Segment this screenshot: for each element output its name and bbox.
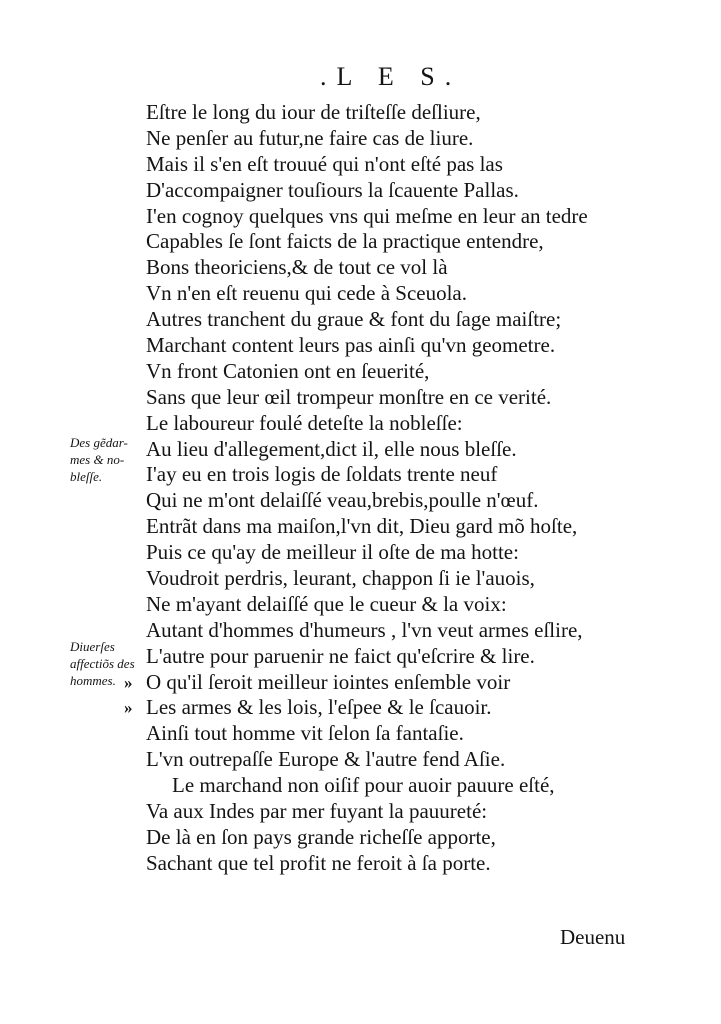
verse-line	[146, 281, 706, 307]
margin-note-line: hommes.	[70, 673, 116, 688]
verse-line	[146, 437, 706, 463]
verse-line-text: I'ay eu en trois logis de ſoldats trente neuf	[146, 462, 498, 487]
verse-line	[146, 333, 706, 359]
margin-note-gendarmes	[70, 434, 146, 485]
verse-line-text: Vn n'en eſt reuenu qui cede à Sceuola.	[146, 281, 467, 306]
verse-line	[146, 178, 706, 204]
margin-note-line: Des gẽdar-	[70, 435, 128, 450]
verse-line-text: Le laboureur foulé deteſte la nobleſſe:	[146, 410, 463, 435]
verse-line	[146, 126, 706, 152]
verse-line-text: L'autre pour paruenir ne faict qu'eſcrire & lire.	[146, 643, 535, 668]
margin-note-affections	[70, 638, 146, 689]
verse-line	[146, 411, 706, 437]
verse-line	[146, 721, 706, 747]
verse-line	[146, 307, 706, 333]
verse-line-text: Voudroit perdris, leurant, chappon ſi ie l'auois,	[146, 566, 535, 591]
verse-line	[146, 618, 706, 644]
verse-line	[146, 385, 706, 411]
verse-line	[124, 695, 706, 721]
verse-line-text: L'vn outrepaſſe Europe & l'autre fend Aſie.	[146, 747, 506, 772]
verse-line	[146, 644, 706, 670]
margin-note-line: affectiõs des	[70, 656, 135, 671]
verse-line-text: Le marchand non oiſif pour auoir pauure eſté,	[172, 773, 555, 798]
verse-line-text: Sachant que tel profit ne feroit à ſa porte.	[146, 850, 491, 875]
margin-note-line: bleſſe.	[70, 469, 103, 484]
verse-line	[146, 255, 706, 281]
verse-line-text: Bons theoriciens,& de tout ce vol là	[146, 255, 448, 280]
quotation-mark: »	[124, 672, 133, 692]
verse-line-text: Sans que leur œil trompeur monſtre en ce verité.	[146, 384, 552, 409]
verse-line-text: Qui ne m'ont delaiſſé veau,brebis,poulle n'œuf.	[146, 488, 539, 513]
verse-line	[146, 488, 706, 514]
verse-line-text: Eſtre le long du iour de triſteſſe deſliure,	[146, 100, 481, 124]
verse-line	[146, 462, 706, 488]
verse-line-text: Va aux Indes par mer fuyant la pauureté:	[146, 799, 488, 824]
verse-line-text: Autres tranchent du graue & font du ſage maiſtre;	[146, 307, 562, 332]
catchword: Deuenu	[560, 925, 626, 949]
verse-line-text: De là en ſon pays grande richeſſe apporte,	[146, 824, 496, 849]
verse-line	[146, 204, 706, 230]
verse-line	[146, 100, 706, 126]
verse-line-text: Mais il s'en eſt trouué qui n'ont eſté pas las	[146, 151, 503, 176]
verse-line-text: Capables ſe ſont faicts de la practique entendre,	[146, 229, 544, 254]
verse-line-text: D'accompaigner touſiours la ſcauente Pallas.	[146, 177, 519, 202]
verse-line-text: Ainſi tout homme vit ſelon ſa fantaſie.	[146, 721, 464, 746]
running-head: .L E S.	[320, 62, 462, 91]
verse-line-text: I'en cognoy quelques vns qui meſme en leur an tedre	[146, 203, 588, 228]
margin-note-line: Diuerſes	[70, 639, 115, 654]
verse-line-text: Entrãt dans ma maiſon,l'vn dit, Dieu gard mõ hoſte,	[146, 514, 578, 539]
verse-line-text: Autant d'hommes d'humeurs , l'vn veut armes eſlire,	[146, 617, 583, 642]
verse-line-text: Ne penſer au futur,ne faire cas de liure.	[146, 125, 474, 150]
quotation-mark: »	[124, 698, 133, 718]
verse-line	[146, 851, 706, 877]
verse-line-text: Les armes & les lois, l'eſpee & le ſcauoir.	[146, 695, 492, 720]
verse-line-text: Vn front Catonien ont en ſeuerité,	[146, 358, 430, 383]
verse-line	[146, 359, 706, 385]
verse-line	[124, 669, 706, 696]
verse-line	[146, 540, 706, 566]
verse-line	[146, 799, 706, 825]
verse-line	[146, 825, 706, 851]
verse-line	[146, 747, 706, 773]
verse-line	[146, 566, 706, 592]
verse-block	[124, 100, 706, 877]
verse-line	[146, 229, 706, 255]
verse-line	[146, 152, 706, 178]
verse-line	[146, 592, 706, 618]
margin-note-line: mes & no-	[70, 452, 125, 467]
verse-line-text: Ne m'ayant delaiſſé que le cueur & la voix:	[146, 591, 507, 616]
verse-line	[146, 514, 706, 540]
verse-line	[146, 773, 706, 799]
verse-line-text: Au lieu d'allegement,dict il, elle nous bleſſe.	[146, 436, 517, 461]
verse-line-text: Marchant content leurs pas ainſi qu'vn geometre.	[146, 333, 556, 358]
verse-line-text: O qu'il ſeroit meilleur iointes enſemble voir	[146, 669, 511, 694]
verse-line-text: Puis ce qu'ay de meilleur il oſte de ma hotte:	[146, 540, 519, 565]
